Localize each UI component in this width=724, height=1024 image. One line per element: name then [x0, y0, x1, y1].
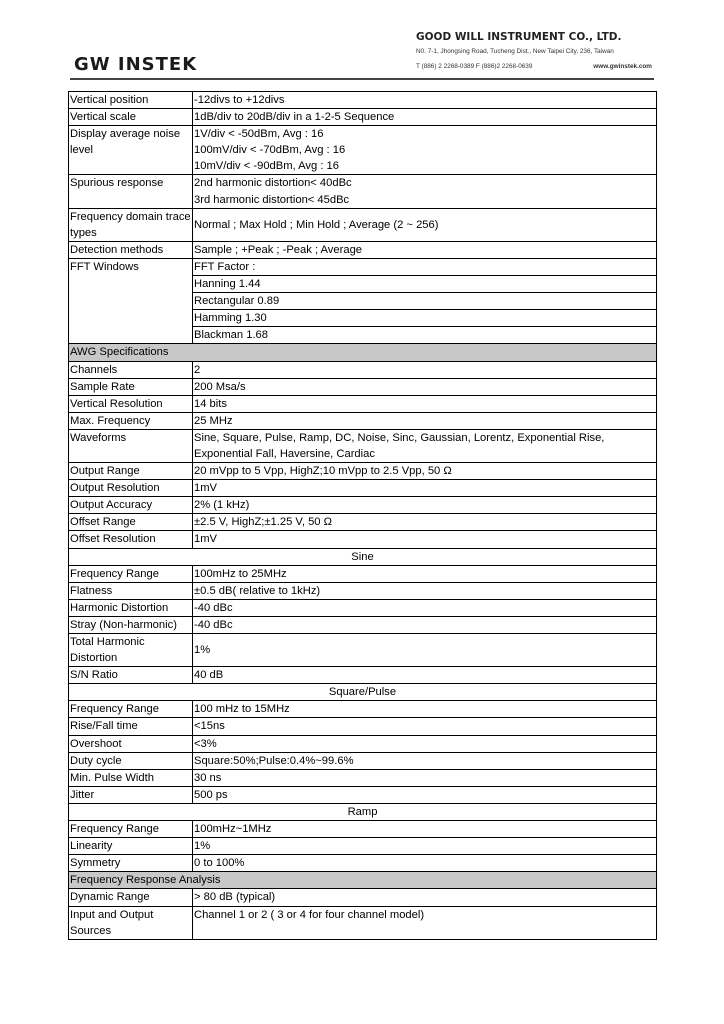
subsection-header-row: [69, 803, 657, 820]
row-value: Square:50%;Pulse:0.4%~99.6%: [193, 752, 657, 769]
subsection-header-sine: Sine: [69, 548, 657, 565]
row-value: 1mV: [193, 531, 657, 548]
table-row: [69, 821, 657, 838]
row-value: [193, 429, 657, 462]
table-row: [69, 838, 657, 855]
table-row: [69, 429, 657, 462]
value-line: 100mV/div < -70dBm, Avg : 16: [194, 144, 346, 157]
row-value: 25 MHz: [193, 412, 657, 429]
table-row: [69, 258, 657, 343]
row-value: 100 mHz to 15MHz: [193, 701, 657, 718]
value-line: 2nd harmonic distortion< 40dBc: [194, 177, 352, 190]
value-line: Rectangular 0.89: [193, 292, 656, 309]
row-value: -12divs to +12divs: [193, 92, 657, 109]
row-label: Total Harmonic Distortion: [69, 634, 193, 667]
row-label: Frequency Range: [69, 701, 193, 718]
table-row: [69, 126, 657, 175]
row-value: 2: [193, 361, 657, 378]
table-row: [69, 667, 657, 684]
row-value: Channel 1 or 2 ( 3 or 4 for four channel model): [193, 906, 657, 939]
value-line: Blackman 1.68: [193, 326, 656, 343]
row-value: > 80 dB (typical): [193, 889, 657, 906]
table-row: [69, 175, 657, 208]
row-value: -40 dBc: [193, 599, 657, 616]
section-header-awg: AWG Specifications: [69, 344, 657, 361]
row-label: Max. Frequency: [69, 412, 193, 429]
row-label: Min. Pulse Width: [69, 769, 193, 786]
row-value: 2% (1 kHz): [193, 497, 657, 514]
row-value: 40 dB: [193, 667, 657, 684]
row-value: 14 bits: [193, 395, 657, 412]
row-value: ±2.5 V, HighZ;±1.25 V, 50 Ω: [193, 514, 657, 531]
spec-table: [68, 91, 657, 940]
row-label: Vertical Resolution: [69, 395, 193, 412]
row-label: Duty cycle: [69, 752, 193, 769]
row-label: S/N Ratio: [69, 667, 193, 684]
row-value: [193, 258, 657, 343]
row-value: [193, 175, 657, 208]
row-value: 100mHz to 25MHz: [193, 565, 657, 582]
row-value: 20 mVpp to 5 Vpp, HighZ;10 mVpp to 2.5 Vpp, 50 Ω: [193, 463, 657, 480]
header-divider: [70, 78, 654, 80]
row-value: 100mHz~1MHz: [193, 821, 657, 838]
table-row: [69, 514, 657, 531]
table-row: [69, 208, 657, 241]
row-label: Spurious response: [69, 175, 193, 208]
company-name: GOOD WILL INSTRUMENT CO., LTD.: [416, 31, 622, 43]
row-value: 1mV: [193, 480, 657, 497]
row-value: 500 ps: [193, 786, 657, 803]
row-label: Dynamic Range: [69, 889, 193, 906]
company-address: N0. 7-1, Jhongsing Road, Tucheng Dist., New Taipei City, 236, Taiwan: [416, 48, 614, 55]
row-label: Offset Range: [69, 514, 193, 531]
value-line: Hamming 1.30: [193, 309, 656, 326]
table-row: [69, 889, 657, 906]
logo-text: GW INSTEK: [74, 54, 198, 75]
value-line: 10mV/div < -90dBm, Avg : 16: [194, 160, 339, 173]
table-row: [69, 906, 657, 939]
section-header-row: [69, 872, 657, 889]
table-row: [69, 361, 657, 378]
row-value: ±0.5 dB( relative to 1kHz): [193, 582, 657, 599]
row-label: Offset Resolution: [69, 531, 193, 548]
table-row: [69, 480, 657, 497]
row-value: 1%: [193, 634, 657, 667]
row-label: Display average noise level: [69, 126, 193, 175]
subsection-header-row: [69, 684, 657, 701]
row-label: Stray (Non-harmonic): [69, 616, 193, 633]
section-header-fra: Frequency Response Analysis: [69, 872, 657, 889]
table-row: [69, 599, 657, 616]
row-label: Channels: [69, 361, 193, 378]
table-row: [69, 718, 657, 735]
value-line: Hanning 1.44: [193, 275, 656, 292]
table-row: [69, 735, 657, 752]
table-row: [69, 109, 657, 126]
table-row: [69, 786, 657, 803]
row-label: Rise/Fall time: [69, 718, 193, 735]
row-label: Output Resolution: [69, 480, 193, 497]
table-row: [69, 616, 657, 633]
table-row: [69, 241, 657, 258]
table-row: [69, 412, 657, 429]
table-row: [69, 565, 657, 582]
row-label: Detection methods: [69, 241, 193, 258]
section-header-row: [69, 344, 657, 361]
row-label: Jitter: [69, 786, 193, 803]
row-value: 30 ns: [193, 769, 657, 786]
website-link[interactable]: www.gwinstek.com: [593, 63, 652, 70]
table-row: [69, 701, 657, 718]
company-contact: [416, 63, 652, 70]
row-label: Frequency domain trace types: [69, 208, 193, 241]
value-line: Exponential Fall, Haversine, Cardiac: [194, 447, 375, 460]
subsection-header-square: Square/Pulse: [69, 684, 657, 701]
row-label: Harmonic Distortion: [69, 599, 193, 616]
table-row: [69, 463, 657, 480]
row-value: 1%: [193, 838, 657, 855]
row-value: [193, 126, 657, 175]
table-row: [69, 634, 657, 667]
row-label: Overshoot: [69, 735, 193, 752]
table-row: [69, 92, 657, 109]
row-label: Vertical position: [69, 92, 193, 109]
value-line: 1V/div < -50dBm, Avg : 16: [194, 128, 324, 141]
table-row: [69, 752, 657, 769]
row-value: Normal ; Max Hold ; Min Hold ; Average (2 ~ 256): [193, 208, 657, 241]
row-label: FFT Windows: [69, 258, 193, 343]
company-logo: [74, 54, 197, 75]
table-row: [69, 855, 657, 872]
subsection-header-row: [69, 548, 657, 565]
row-value: 1dB/div to 20dB/div in a 1-2-5 Sequence: [193, 109, 657, 126]
value-line: 3rd harmonic distortion< 45dBc: [194, 193, 350, 206]
table-row: [69, 769, 657, 786]
row-value: -40 dBc: [193, 616, 657, 633]
row-label: Input and Output Sources: [69, 906, 193, 939]
row-label: Symmetry: [69, 855, 193, 872]
row-value: 200 Msa/s: [193, 378, 657, 395]
subsection-header-ramp: Ramp: [69, 803, 657, 820]
row-label: Frequency Range: [69, 821, 193, 838]
row-label: Vertical scale: [69, 109, 193, 126]
table-row: [69, 378, 657, 395]
value-line: FFT Factor :: [194, 260, 256, 273]
phone-fax: T (886) 2 2268-0389 F (886)2 2268-0639: [416, 63, 533, 70]
row-value: 0 to 100%: [193, 855, 657, 872]
row-label: Frequency Range: [69, 565, 193, 582]
table-row: [69, 531, 657, 548]
value-line: Sine, Square, Pulse, Ramp, DC, Noise, Sinc, Gaussian, Lorentz, Exponential Rise,: [194, 431, 605, 444]
row-value: <3%: [193, 735, 657, 752]
table-row: [69, 395, 657, 412]
row-label: Linearity: [69, 838, 193, 855]
row-label: Sample Rate: [69, 378, 193, 395]
row-label: Flatness: [69, 582, 193, 599]
row-label: Waveforms: [69, 429, 193, 462]
row-value: Sample ; +Peak ; -Peak ; Average: [193, 241, 657, 258]
table-row: [69, 497, 657, 514]
row-label: Output Accuracy: [69, 497, 193, 514]
row-value: <15ns: [193, 718, 657, 735]
row-label: Output Range: [69, 463, 193, 480]
table-row: [69, 582, 657, 599]
